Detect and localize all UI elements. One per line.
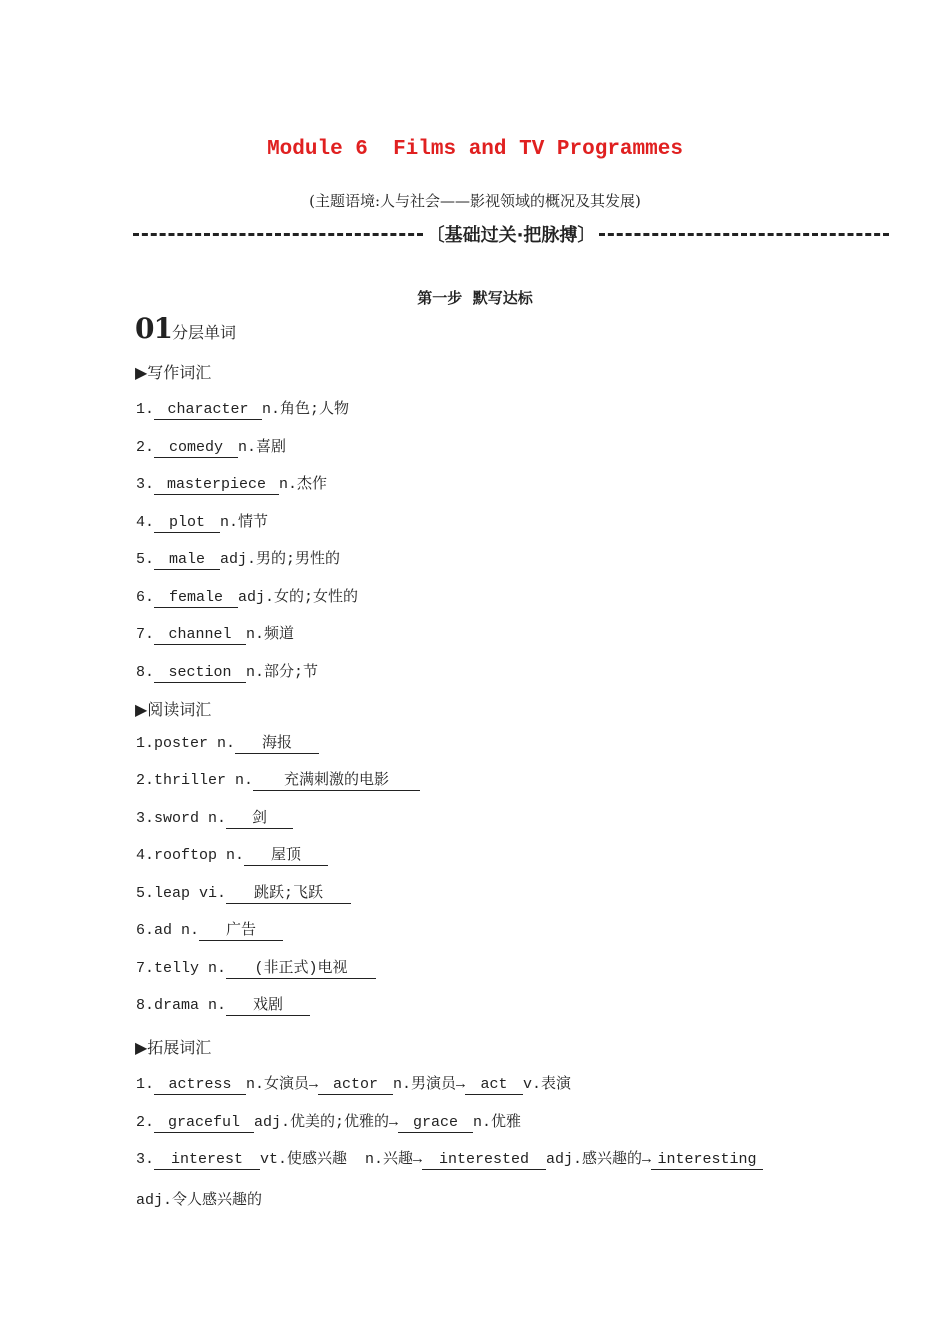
banner-label: 〔基础过关·把脉搏〕 (426, 225, 596, 246)
writing-item: 2. comedy n.喜剧 (136, 439, 287, 456)
answer-blank: 剑 (226, 810, 293, 829)
answer-blank: masterpiece (154, 476, 279, 495)
reading-item: 5.leap vi. 跳跃;飞跃 (136, 885, 351, 904)
answer-blank: actress (154, 1076, 246, 1095)
reading-heading: ▶阅读词汇 (135, 700, 212, 719)
section-label: 分层单词 (171, 323, 236, 342)
section-banner (133, 218, 889, 250)
answer-blank: channel (154, 626, 246, 645)
writing-item: 1. character n.角色;人物 (136, 401, 350, 418)
answer-blank: graceful (154, 1114, 254, 1133)
answer-blank: plot (154, 514, 220, 533)
reading-item: 4.rooftop n. 屋顶 (136, 847, 328, 866)
expansion-item-continuation: adj.令人感兴趣的 (136, 1192, 263, 1209)
reading-item: 8.drama n. 戏剧 (136, 997, 310, 1016)
expansion-item: 2. graceful adj.优美的;优雅的→ grace n.优雅 (136, 1114, 522, 1131)
answer-blank: comedy (154, 439, 238, 458)
answer-blank: 屋顶 (244, 847, 328, 866)
writing-item: 6. female adj.女的;女性的 (136, 589, 359, 606)
expansion-item: 1. actress n.女演员→ actor n.男演员→ act v.表演 (136, 1076, 572, 1093)
answer-blank: act (465, 1076, 523, 1095)
answer-blank: actor (318, 1076, 393, 1095)
answer-blank: 跳跃;飞跃 (226, 885, 351, 904)
section-number: 01 (135, 312, 172, 345)
answer-blank: female (154, 589, 238, 608)
step-title: 第一步 默写达标 (417, 289, 533, 307)
section-heading (135, 312, 236, 345)
answer-blank: male (154, 551, 220, 570)
answer-blank: interesting (651, 1151, 763, 1170)
reading-item: 3.sword n. 剑 (136, 810, 293, 829)
writing-item: 4. plot n.情节 (136, 514, 269, 531)
answer-blank: interested (422, 1151, 546, 1170)
answer-blank: character (154, 401, 262, 420)
answer-blank: 戏剧 (226, 997, 310, 1016)
subtitle: (主题语境:人与社会——影视领域的概况及其发展) (309, 192, 641, 210)
dashed-line-left (133, 233, 423, 236)
answer-blank: 广告 (199, 922, 283, 941)
expansion-heading: ▶拓展词汇 (135, 1038, 212, 1057)
reading-item: 1.poster n. 海报 (136, 735, 319, 754)
writing-item: 8. section n.部分;节 (136, 664, 319, 681)
dashed-line-right (599, 233, 889, 236)
reading-item: 2.thriller n. 充满刺激的电影 (136, 772, 420, 791)
writing-item: 5. male adj.男的;男性的 (136, 551, 341, 568)
writing-item: 7. channel n.频道 (136, 626, 295, 643)
answer-blank: 海报 (235, 735, 319, 754)
answer-blank: section (154, 664, 246, 683)
writing-heading: ▶写作词汇 (135, 363, 212, 382)
reading-item: 7.telly n. (非正式)电视 (136, 960, 376, 979)
writing-item: 3. masterpiece n.杰作 (136, 476, 328, 493)
answer-blank: (非正式)电视 (226, 960, 376, 979)
page-title: Module 6 Films and TV Programmes (267, 138, 683, 161)
expansion-item: 3. interest vt.使感兴趣 n.兴趣→ interested adj.感兴趣的→ interesting (136, 1147, 763, 1170)
reading-item: 6.ad n. 广告 (136, 922, 283, 941)
answer-blank: 充满刺激的电影 (253, 772, 420, 791)
answer-blank: interest (154, 1151, 260, 1170)
answer-blank: grace (398, 1114, 473, 1133)
